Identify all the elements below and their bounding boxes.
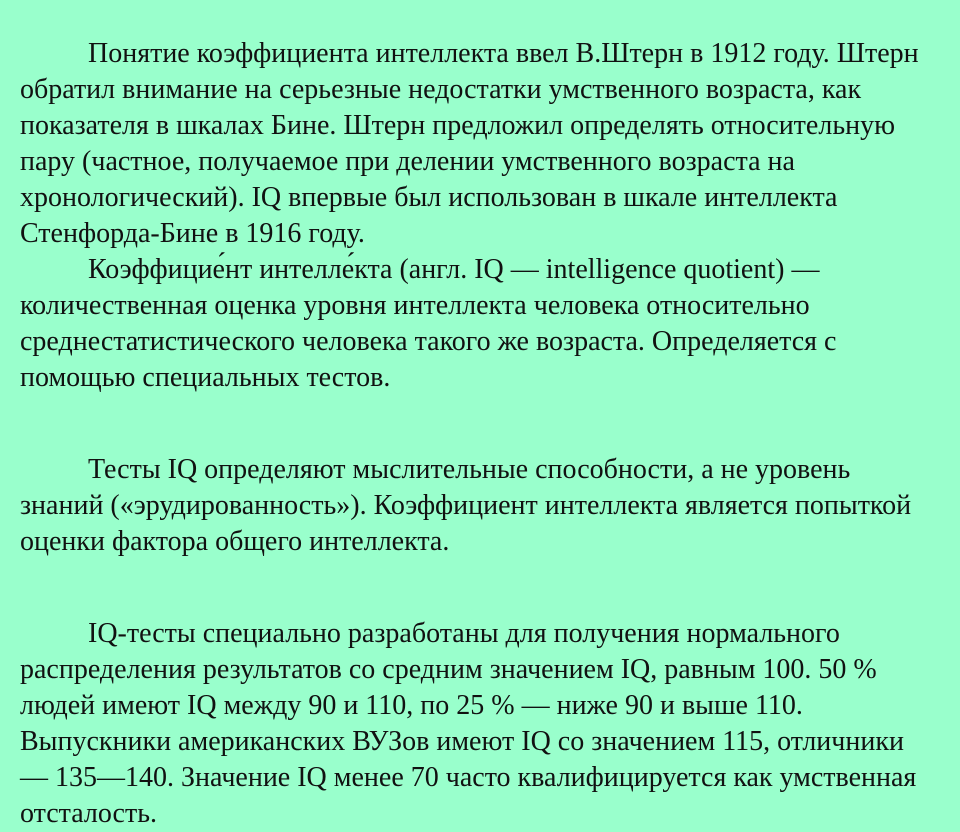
paragraph-spacer: [20, 396, 936, 452]
paragraph-iq-definition: Коэффицие́нт интелле́кта (англ. IQ — intelligence quotient) — количественная оценка уровня интеллекта человека относительно среднестатистического человека такого же возраста. Определяется с помощью специальных тестов.: [20, 254, 837, 393]
paragraph-iq-tests: Тесты IQ определяют мыслительные способности, а не уровень знаний («эрудированность»). Коэффициент интеллекта является попыткой оценки фактора общего интеллекта.: [20, 454, 912, 557]
paragraph-iq-distribution: IQ-тесты специально разработаны для получения нормального распределения результатов со средним значением IQ, равным 100. 50 % людей имеют IQ между 90 и 110, по 25 % — ниже 90 и выше 110. Выпускники американских ВУЗов имеют IQ со значением 115, отличники — 135—140. Значение IQ менее 70 часто квалифицируется как умственная отсталость.: [20, 618, 917, 829]
paragraph-spacer: [20, 560, 936, 616]
paragraph-iq-history: Понятие коэффициента интеллекта ввел В.Штерн в 1912 году. Штерн обратил внимание на серьезные недостатки умственного возраста, как показателя в шкалах Бине. Штерн предложил определять относительную пару (частное, получаемое при делении умственного возраста на хронологический). IQ впервые был использован в шкале интеллекта Стенфорда-Бине в 1916 году.: [20, 38, 919, 249]
